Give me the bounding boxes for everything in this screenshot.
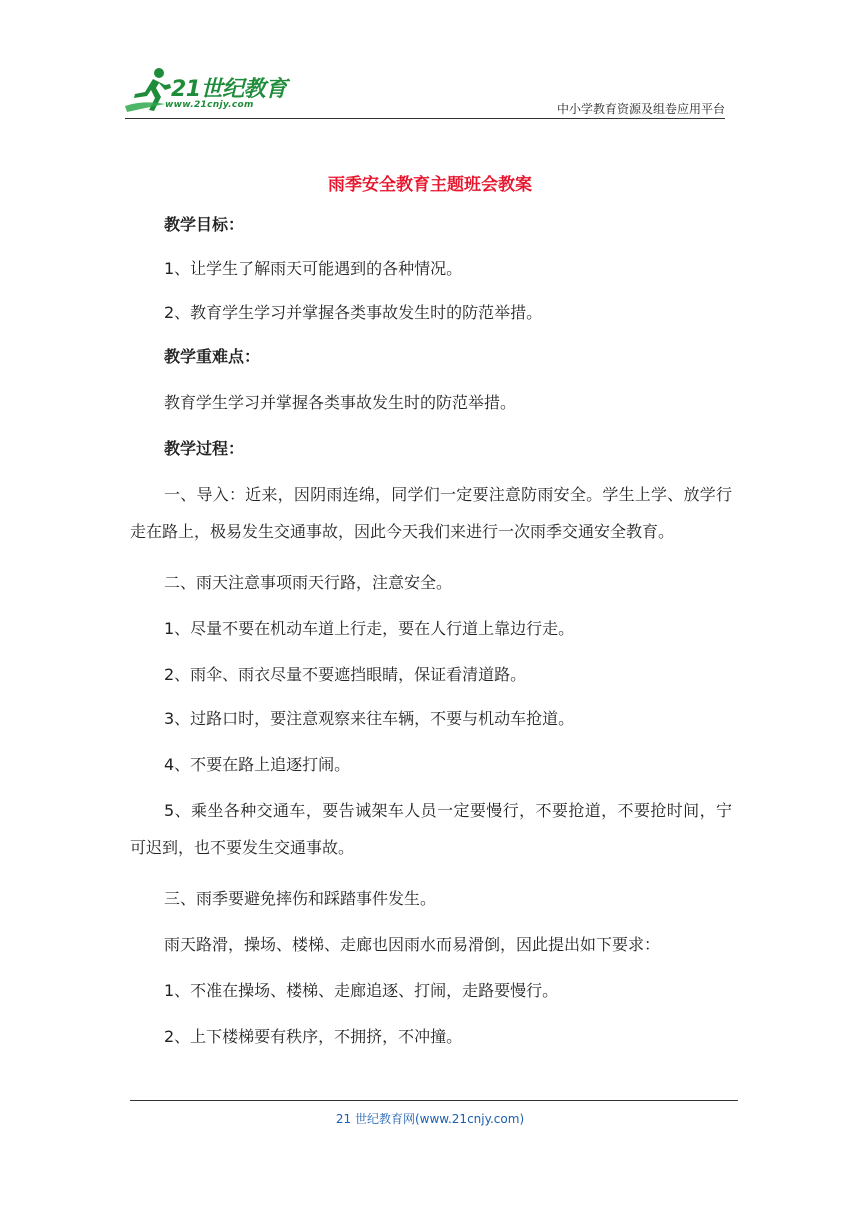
- section-3-intro: 雨天路滑，操场、楼梯、走廊也因雨水而易滑倒，因此提出如下要求：: [164, 935, 661, 954]
- intro-paragraph: 一、导入：近来，因阴雨连绵，同学们一定要注意防雨安全。学生上学、放学行走在路上，极易发生交通事故，因此今天我们来进行一次雨季交通安全教育。: [130, 485, 732, 541]
- key-points-heading: 教学重难点：: [164, 347, 261, 366]
- section-3-heading: 三、雨季要避免摔伤和踩踏事件发生。: [164, 889, 437, 908]
- objectives-heading: 教学目标：: [164, 215, 245, 234]
- section-2-heading: 二、雨天注意事项雨天行路，注意安全。: [164, 573, 453, 592]
- document-title: 雨季安全教育主题班会教案: [328, 175, 532, 195]
- process-heading: 教学过程：: [164, 439, 245, 458]
- objective-item: 2、教育学生学习并掌握各类事故发生时的防范举措。: [164, 303, 543, 322]
- list-item: 5、乘坐各种交通车，要告诫架车人员一定要慢行，不要抢道，不要抢时间，宁可迟到，也不要发生交通事故。: [130, 801, 732, 857]
- list-item: 1、尽量不要在机动车道上行走，要在人行道上靠边行走。: [164, 619, 575, 638]
- header-tagline: 中小学教育资源及组卷应用平台: [556, 102, 725, 116]
- logo-name: 21世纪教育: [171, 77, 287, 102]
- list-item: 2、雨伞、雨衣尽量不要遮挡眼睛，保证看清道路。: [164, 665, 527, 684]
- list-item: 4、不要在路上追逐打闹。: [164, 755, 351, 774]
- list-item: 3、过路口时，要注意观察来往车辆，不要与机动车抢道。: [164, 709, 575, 728]
- key-points-text: 教育学生学习并掌握各类事故发生时的防范举措。: [164, 393, 517, 412]
- objective-item: 1、让学生了解雨天可能遇到的各种情况。: [164, 259, 463, 278]
- page-header: [125, 62, 725, 118]
- list-item: 2、上下楼梯要有秩序，不拥挤，不冲撞。: [164, 1027, 463, 1046]
- logo-url: www.21cnjy.com: [165, 100, 254, 110]
- header-divider: [125, 118, 725, 119]
- footer-divider: [130, 1100, 738, 1101]
- footer-link[interactable]: 21 世纪教育网(www.21cnjy.com): [335, 1112, 525, 1126]
- site-logo[interactable]: [125, 64, 295, 118]
- list-item: 1、不准在操场、楼梯、走廊追逐、打闹，走路要慢行。: [164, 981, 559, 1000]
